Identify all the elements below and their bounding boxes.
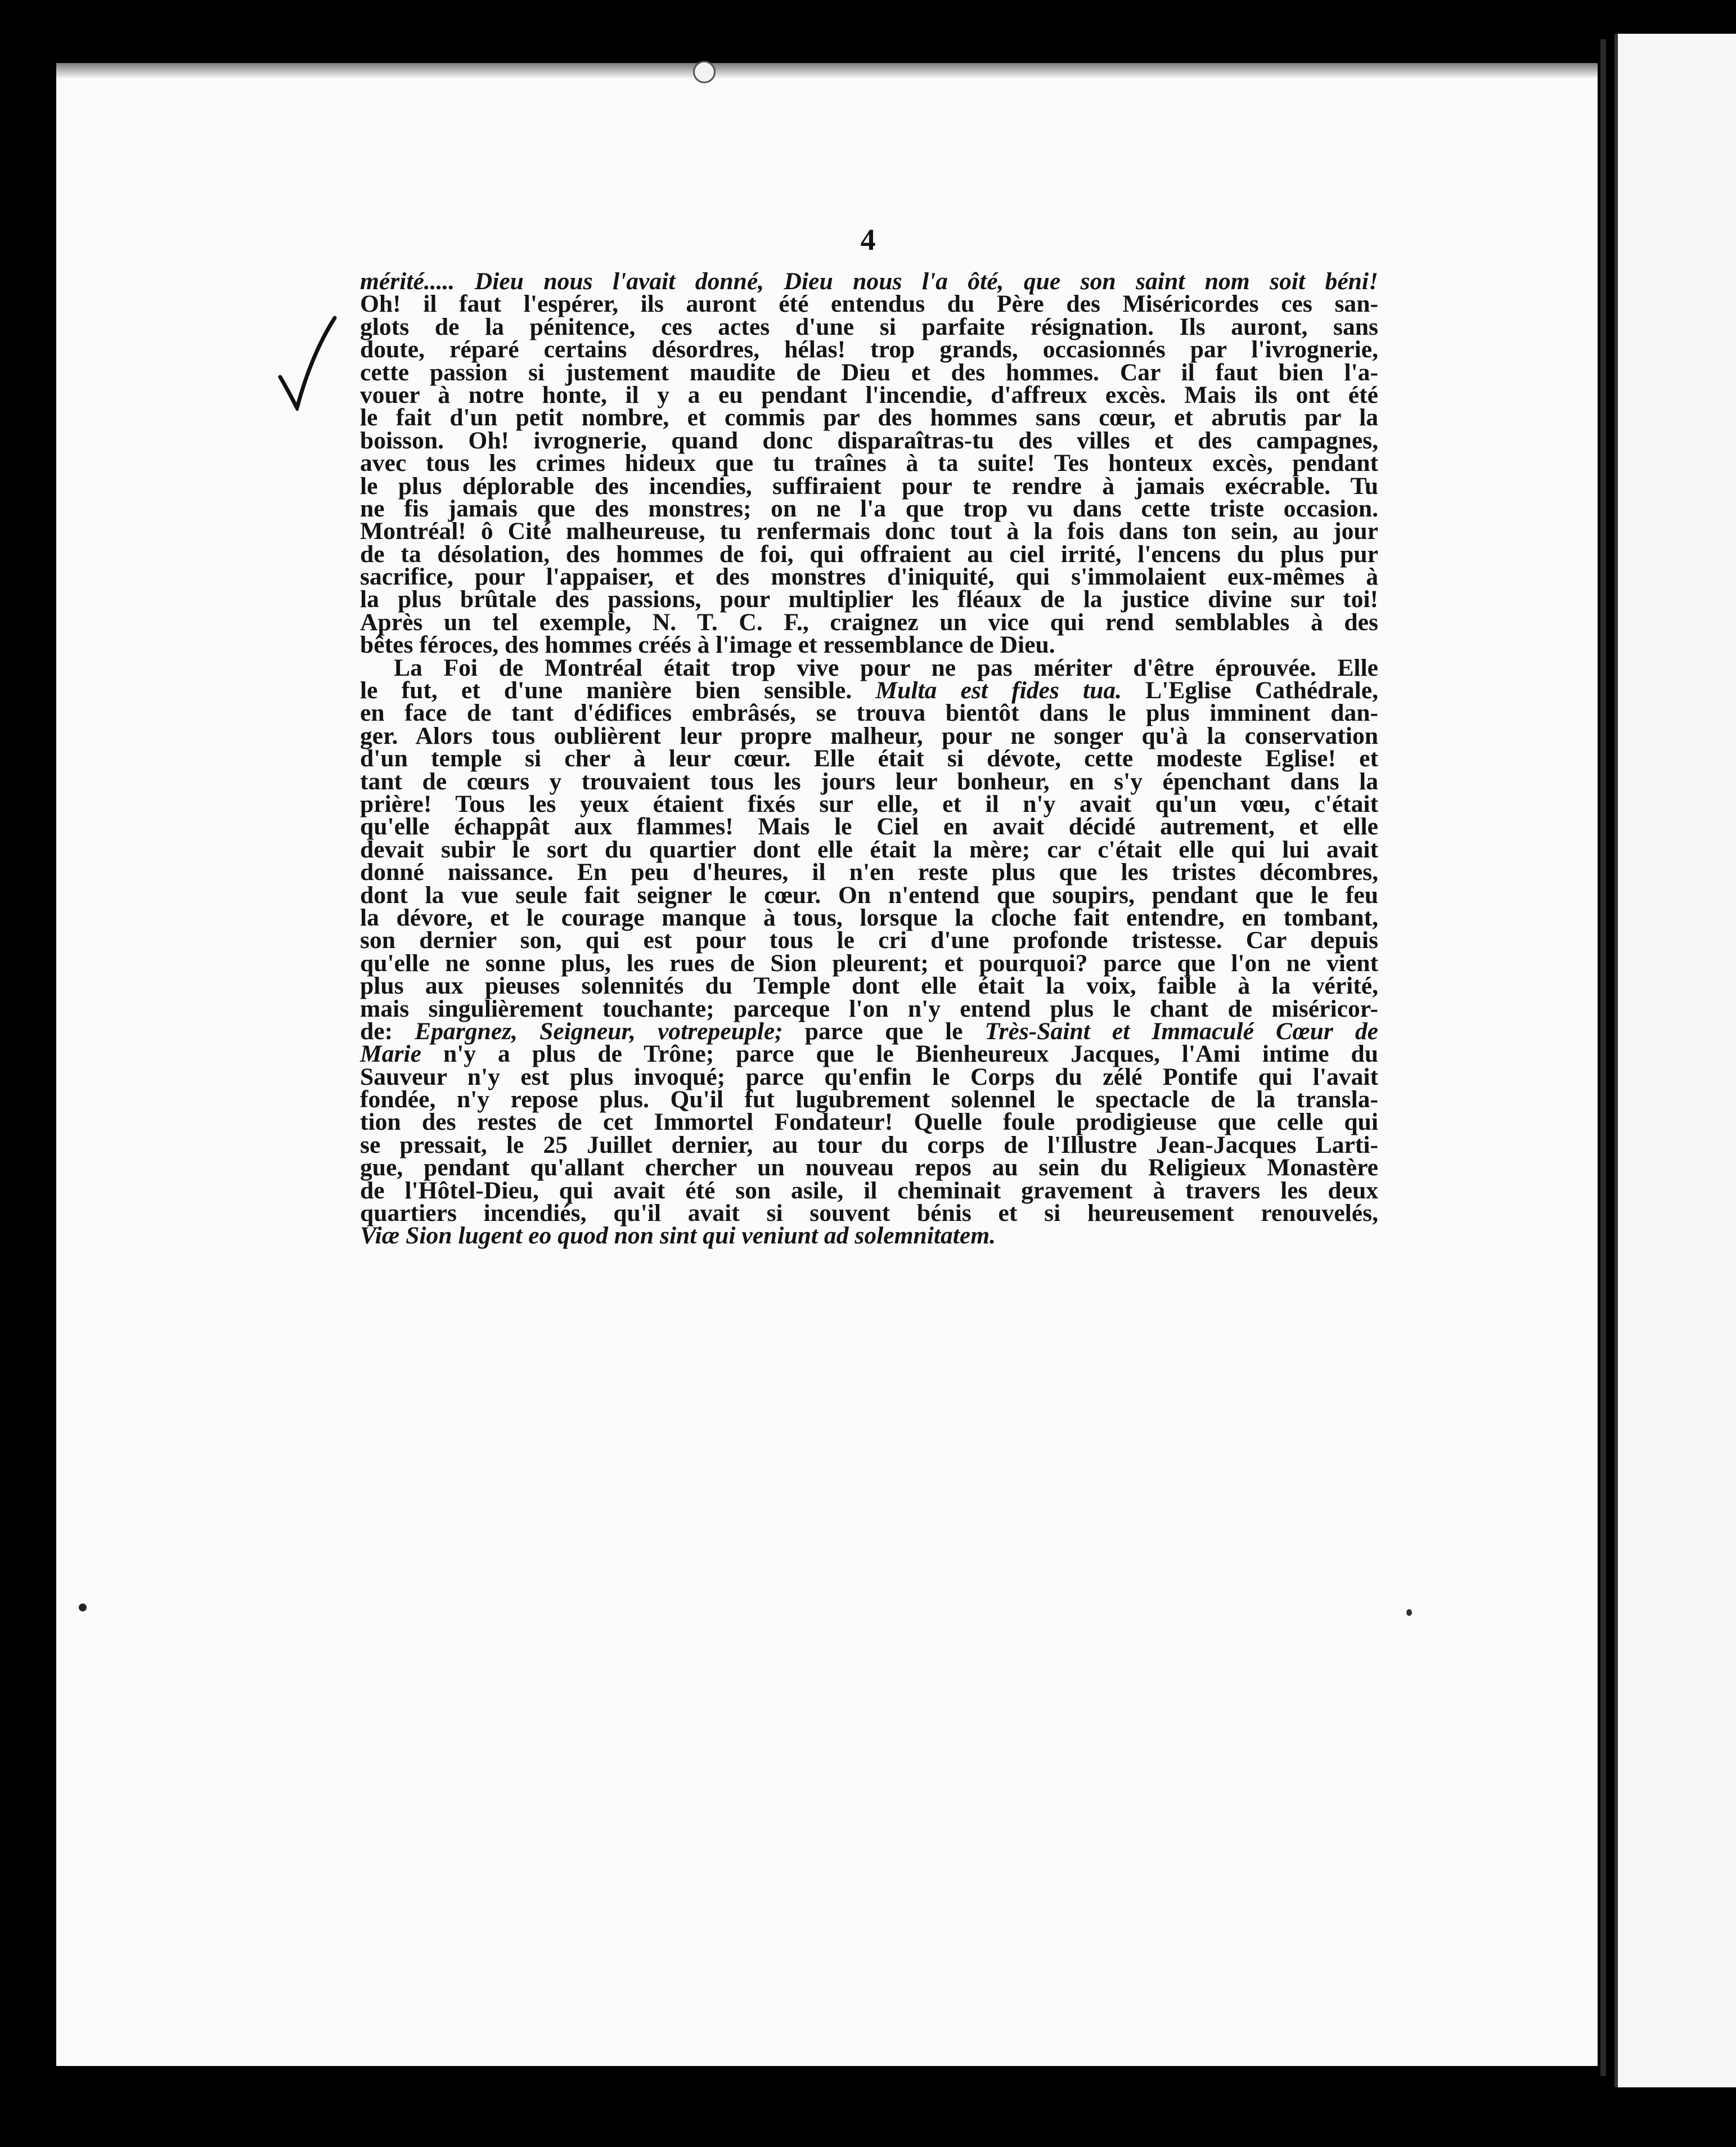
text-line: d'un temple si cher à leur cœur. Elle était si dévote, cette modeste Eglise! et: [360, 745, 1378, 772]
text-line: donné naissance. En peu d'heures, il n'en reste plus que les tristes décombres,: [360, 859, 1378, 886]
text-line: de l'Hôtel-Dieu, qui avait été son asile, il cheminait gravement à travers les deux: [360, 1176, 1378, 1204]
text-line: cette passion si justement maudite de Dieu et des hommes. Car il faut bien l'a-: [360, 358, 1378, 386]
scan-speck: [1406, 1609, 1412, 1616]
page-fold: [1600, 39, 1606, 2076]
document-body: [360, 268, 1379, 1250]
text-line: Viæ Sion lugent eo quod non sint qui veniunt ad solemnitatem.: [360, 1222, 996, 1250]
page-number: 4: [860, 223, 876, 257]
text-line: mérité..... Dieu nous l'avait donné, Dieu nous l'a ôté, que son saint nom soit béni!: [360, 268, 1378, 295]
text-line: Montréal! ô Cité malheureuse, tu renfermais donc tout à la fois dans ton sein, au jour: [360, 518, 1378, 545]
text-line: Sauveur n'y est plus invoqué; parce qu'enfin le Corps du zélé Pontife qui l'avait: [360, 1063, 1378, 1090]
text-line: mais singulièrement touchante; parceque l'on n'y entend plus le chant de miséricor-: [360, 995, 1378, 1022]
text-line: le plus déplorable des incendies, suffiraient pour te rendre à jamais exécrable. Tu: [360, 472, 1378, 500]
text-line: qu'elle ne sonne plus, les rues de Sion pleurent; et pourquoi? parce que l'on ne vient: [360, 949, 1378, 977]
page-top-shadow: [56, 63, 1598, 79]
binding-hole: [693, 61, 716, 83]
text-line: la dévore, et le courage manque à tous, lorsque la cloche fait entendre, en tombant,: [360, 904, 1378, 931]
text-line: de: Epargnez, Seigneur, votrepeuple; parce que le Très-Saint et Immaculé Cœur de: [360, 1017, 1379, 1045]
text-line: ne fis jamais que des monstres; on ne l'a que trop vu dans cette triste occasion.: [360, 495, 1378, 522]
text-line: boisson. Oh! ivrognerie, quand donc disparaîtras-tu des villes et des campagnes,: [360, 426, 1378, 454]
text-line: La Foi de Montréal était trop vive pour ne pas mériter d'être éprouvée. Elle: [394, 654, 1378, 681]
text-line: le fut, et d'une manière bien sensible. Multa est fides tua. L'Eglise Cathédrale,: [360, 677, 1378, 704]
text-line: ger. Alors tous oublièrent leur propre malheur, pour ne songer qu'à la conservation: [360, 722, 1378, 749]
text-line: fondée, n'y repose plus. Qu'il fut lugubrement solennel le spectacle de la transla-: [360, 1086, 1378, 1113]
text-line: gue, pendant qu'allant chercher un nouveau repos au sein du Religieux Monastère: [360, 1154, 1378, 1182]
text-line: Après un tel exemple, N. T. C. F., craignez un vice qui rend semblables à des: [360, 608, 1378, 636]
text-line: qu'elle échappât aux flammes! Mais le Ciel en avait décidé autrement, et elle: [360, 813, 1378, 841]
text-line: Oh! il faut l'espérer, ils auront été entendus du Père des Miséricordes ces san-: [360, 290, 1378, 318]
text-line: tant de cœurs y trouvaient tous les jours leur bonheur, en s'y épenchant dans la: [360, 767, 1378, 795]
text-line: glots de la pénitence, ces actes d'une si parfaite résignation. Ils auront, sans: [360, 313, 1378, 340]
text-line: son dernier son, qui est pour tous le cri d'une profonde tristesse. Car depuis: [360, 927, 1378, 954]
handwritten-checkmark-icon: [276, 315, 338, 411]
text-line: la plus brûtale des passions, pour multiplier les fléaux de la justice divine sur toi!: [360, 586, 1378, 613]
scan-speck: [79, 1603, 87, 1611]
text-line: en face de tant d'édifices embrâsés, se trouva bientôt dans le plus imminent dan-: [360, 699, 1378, 727]
text-line: doute, réparé certains désordres, hélas! trop grands, occasionnés par l'ivrognerie,: [360, 336, 1378, 363]
text-line: se pressait, le 25 Juillet dernier, au tour du corps de l'Illustre Jean-Jacques Larti-: [360, 1131, 1378, 1158]
text-line: Marie n'y a plus de Trône; parce que le Bienheureux Jacques, l'Ami intime du: [360, 1040, 1378, 1068]
text-line: bêtes féroces, des hommes créés à l'image et ressemblance de Dieu.: [360, 631, 1055, 659]
text-line: dont la vue seule fait seigner le cœur. On n'entend que soupirs, pendant que le feu: [360, 881, 1378, 909]
text-line: vouer à notre honte, il y a eu pendant l'incendie, d'affreux excès. Mais ils ont été: [360, 381, 1378, 408]
text-line: tion des restes de cet Immortel Fondateur! Quelle foule prodigieuse que celle qui: [360, 1108, 1378, 1136]
text-line: sacrifice, pour l'appaiser, et des monstres d'iniquité, qui s'immolaient eux-mêmes à: [360, 563, 1378, 591]
text-line: plus aux pieuses solennités du Temple dont elle était la voix, faible à la vérité,: [360, 972, 1378, 1000]
text-line: devait subir le sort du quartier dont elle était la mère; car c'était elle qui lui avait: [360, 836, 1378, 863]
text-line: le fait d'un petit nombre, et commis par des hommes sans cœur, et abrutis par la: [360, 404, 1378, 432]
text-line: quartiers incendiés, qu'il avait si souvent bénis et si heureusement renouvelés,: [360, 1200, 1378, 1227]
text-line: de ta désolation, des hommes de foi, qui offraient au ciel irrité, l'encens du plus pur: [360, 540, 1378, 568]
text-line: prière! Tous les yeux étaient fixés sur elle, et il n'y avait qu'un vœu, c'était: [360, 790, 1378, 818]
adjacent-page-edge: [1614, 34, 1736, 2087]
text-line: avec tous les crimes hideux que tu traînes à ta suite! Tes honteux excès, pendant: [360, 450, 1378, 477]
